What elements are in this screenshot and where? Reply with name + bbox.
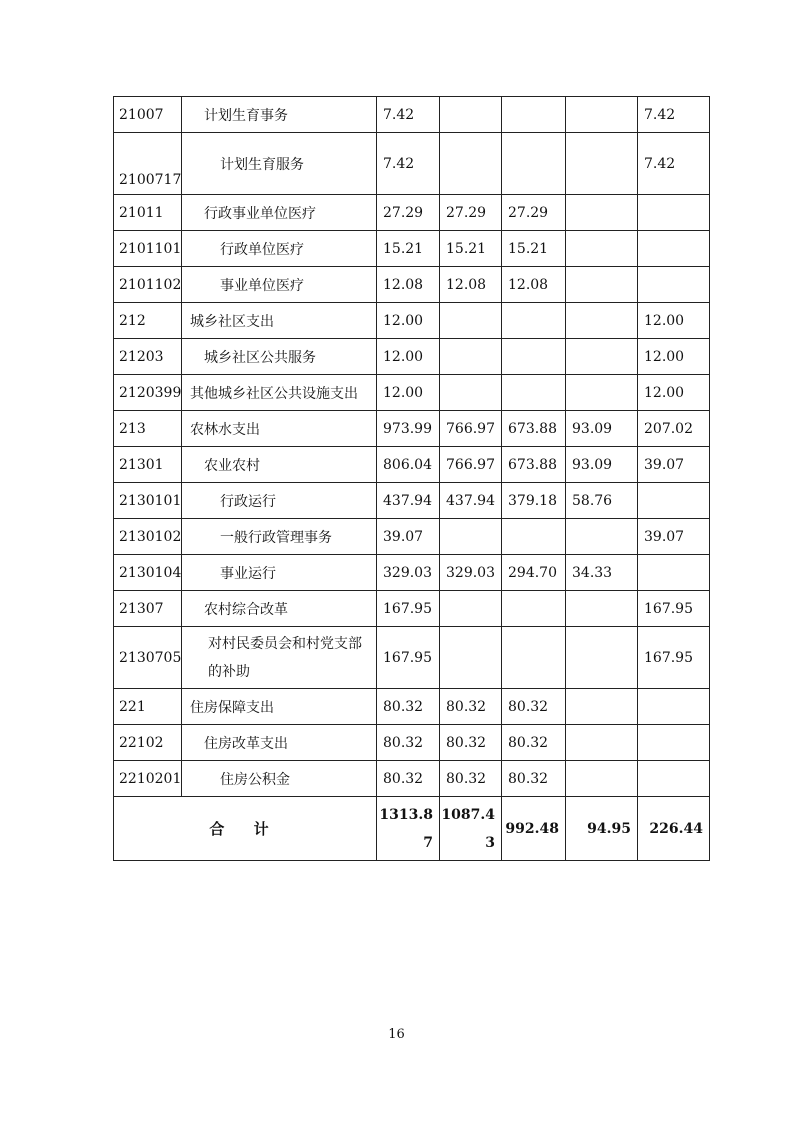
row-value-4: 93.09 [566, 447, 638, 483]
row-value-5: 39.07 [638, 447, 710, 483]
row-code: 2130102 [114, 519, 182, 555]
row-value-3 [502, 375, 566, 411]
row-code: 21307 [114, 591, 182, 627]
row-value-2 [440, 339, 502, 375]
row-value-1: 329.03 [377, 555, 440, 591]
row-name: 事业单位医疗 [182, 267, 377, 303]
row-code: 2101102 [114, 267, 182, 303]
row-name: 行政事业单位医疗 [182, 195, 377, 231]
row-value-2: 329.03 [440, 555, 502, 591]
table-row [114, 519, 710, 555]
row-value-2: 12.08 [440, 267, 502, 303]
row-value-3: 12.08 [502, 267, 566, 303]
table-row [114, 555, 710, 591]
row-value-1: 7.42 [377, 133, 440, 195]
row-value-3 [502, 591, 566, 627]
table-row [114, 133, 710, 195]
table-row [114, 483, 710, 519]
row-value-3: 80.32 [502, 761, 566, 797]
row-name: 农业农村 [182, 447, 377, 483]
row-name: 住房公积金 [182, 761, 377, 797]
row-value-4 [566, 761, 638, 797]
row-value-1: 12.00 [377, 303, 440, 339]
row-value-1: 27.29 [377, 195, 440, 231]
row-value-1: 12.08 [377, 267, 440, 303]
row-name: 对村民委员会和村党支部的补助 [182, 627, 377, 689]
table-row [114, 267, 710, 303]
row-name: 其他城乡社区公共设施支出 [182, 375, 377, 411]
row-value-3 [502, 627, 566, 689]
row-value-4 [566, 591, 638, 627]
row-name: 行政单位医疗 [182, 231, 377, 267]
row-value-2 [440, 303, 502, 339]
row-value-2: 80.32 [440, 761, 502, 797]
row-value-3: 27.29 [502, 195, 566, 231]
row-value-3 [502, 133, 566, 195]
table-row [114, 689, 710, 725]
row-value-3: 15.21 [502, 231, 566, 267]
row-value-4 [566, 195, 638, 231]
row-value-1: 12.00 [377, 375, 440, 411]
row-value-5: 167.95 [638, 627, 710, 689]
row-value-1: 39.07 [377, 519, 440, 555]
row-value-2 [440, 627, 502, 689]
row-name: 城乡社区支出 [182, 303, 377, 339]
row-value-4 [566, 339, 638, 375]
row-code: 21007 [114, 97, 182, 133]
row-value-3 [502, 339, 566, 375]
total-value-1-line-1: 1313.8 [379, 806, 433, 823]
row-value-1: 12.00 [377, 339, 440, 375]
row-name: 计划生育事务 [182, 97, 377, 133]
row-value-1: 167.95 [377, 627, 440, 689]
table-row [114, 725, 710, 761]
row-value-4 [566, 375, 638, 411]
row-code: 2101101 [114, 231, 182, 267]
table-row [114, 375, 710, 411]
row-value-5 [638, 483, 710, 519]
row-value-2: 766.97 [440, 447, 502, 483]
table-row [114, 411, 710, 447]
row-code: 2130101 [114, 483, 182, 519]
row-code: 2130705 [114, 627, 182, 689]
row-value-2: 27.29 [440, 195, 502, 231]
table-row [114, 231, 710, 267]
row-value-3: 379.18 [502, 483, 566, 519]
total-value-1 [377, 797, 440, 861]
row-value-3: 80.32 [502, 689, 566, 725]
row-code: 221 [114, 689, 182, 725]
row-name: 农林水支出 [182, 411, 377, 447]
row-name: 一般行政管理事务 [182, 519, 377, 555]
row-value-4 [566, 689, 638, 725]
row-value-5: 207.02 [638, 411, 710, 447]
row-value-5 [638, 195, 710, 231]
row-value-1: 973.99 [377, 411, 440, 447]
table-row [114, 591, 710, 627]
row-value-4 [566, 627, 638, 689]
row-value-1: 80.32 [377, 725, 440, 761]
row-value-4: 34.33 [566, 555, 638, 591]
row-value-3 [502, 519, 566, 555]
row-code: 21203 [114, 339, 182, 375]
row-value-5: 39.07 [638, 519, 710, 555]
row-value-2 [440, 97, 502, 133]
table-row [114, 195, 710, 231]
row-value-2 [440, 591, 502, 627]
row-code: 22102 [114, 725, 182, 761]
row-value-5 [638, 231, 710, 267]
row-value-4 [566, 725, 638, 761]
budget-table [113, 96, 710, 861]
row-value-5 [638, 689, 710, 725]
row-name: 计划生育服务 [182, 133, 377, 195]
row-code: 212 [114, 303, 182, 339]
row-value-4 [566, 519, 638, 555]
total-value-5: 226.44 [638, 797, 710, 861]
table-row [114, 447, 710, 483]
row-code: 213 [114, 411, 182, 447]
row-value-5 [638, 267, 710, 303]
row-value-1: 15.21 [377, 231, 440, 267]
row-value-2: 437.94 [440, 483, 502, 519]
row-value-3 [502, 303, 566, 339]
table-row [114, 761, 710, 797]
total-value-2-line-1: 1087.4 [441, 806, 495, 823]
page-number: 16 [388, 1027, 405, 1042]
row-value-2: 15.21 [440, 231, 502, 267]
row-name: 住房保障支出 [182, 689, 377, 725]
total-row [114, 797, 710, 861]
row-value-5: 7.42 [638, 97, 710, 133]
total-value-3: 992.48 [502, 797, 566, 861]
row-value-3: 673.88 [502, 447, 566, 483]
row-value-4 [566, 133, 638, 195]
row-value-5: 167.95 [638, 591, 710, 627]
row-value-3: 673.88 [502, 411, 566, 447]
table-row [114, 97, 710, 133]
row-value-2: 80.32 [440, 689, 502, 725]
row-code: 2210201 [114, 761, 182, 797]
row-value-1: 806.04 [377, 447, 440, 483]
row-value-2 [440, 133, 502, 195]
row-code: 2120399 [114, 375, 182, 411]
row-name: 事业运行 [182, 555, 377, 591]
row-value-2 [440, 519, 502, 555]
row-value-4: 93.09 [566, 411, 638, 447]
row-value-2 [440, 375, 502, 411]
row-value-3: 80.32 [502, 725, 566, 761]
row-value-2: 766.97 [440, 411, 502, 447]
row-value-4 [566, 303, 638, 339]
row-name: 行政运行 [182, 483, 377, 519]
row-value-2: 80.32 [440, 725, 502, 761]
table-row [114, 627, 710, 689]
total-value-2 [440, 797, 502, 861]
row-value-5 [638, 761, 710, 797]
table-row [114, 339, 710, 375]
row-value-4 [566, 231, 638, 267]
row-value-1: 80.32 [377, 761, 440, 797]
row-code: 21301 [114, 447, 182, 483]
total-value-1-line-2: 7 [423, 834, 433, 851]
row-code: 21011 [114, 195, 182, 231]
row-value-4: 58.76 [566, 483, 638, 519]
row-value-3: 294.70 [502, 555, 566, 591]
row-value-5: 12.00 [638, 375, 710, 411]
row-value-1: 437.94 [377, 483, 440, 519]
row-name: 城乡社区公共服务 [182, 339, 377, 375]
row-value-1: 80.32 [377, 689, 440, 725]
budget-table-body [114, 97, 710, 797]
row-value-5: 12.00 [638, 303, 710, 339]
row-value-5 [638, 725, 710, 761]
row-value-1: 7.42 [377, 97, 440, 133]
row-value-4 [566, 267, 638, 303]
row-name: 住房改革支出 [182, 725, 377, 761]
row-value-1: 167.95 [377, 591, 440, 627]
row-code: 2100717 [114, 133, 182, 195]
row-code: 2130104 [114, 555, 182, 591]
row-value-4 [566, 97, 638, 133]
row-name: 农村综合改革 [182, 591, 377, 627]
row-value-5: 12.00 [638, 339, 710, 375]
total-value-4: 94.95 [566, 797, 638, 861]
total-label: 合 计 [114, 797, 377, 861]
table-row [114, 303, 710, 339]
row-value-5: 7.42 [638, 133, 710, 195]
total-value-2-line-2: 3 [485, 834, 495, 851]
row-value-3 [502, 97, 566, 133]
row-value-5 [638, 555, 710, 591]
